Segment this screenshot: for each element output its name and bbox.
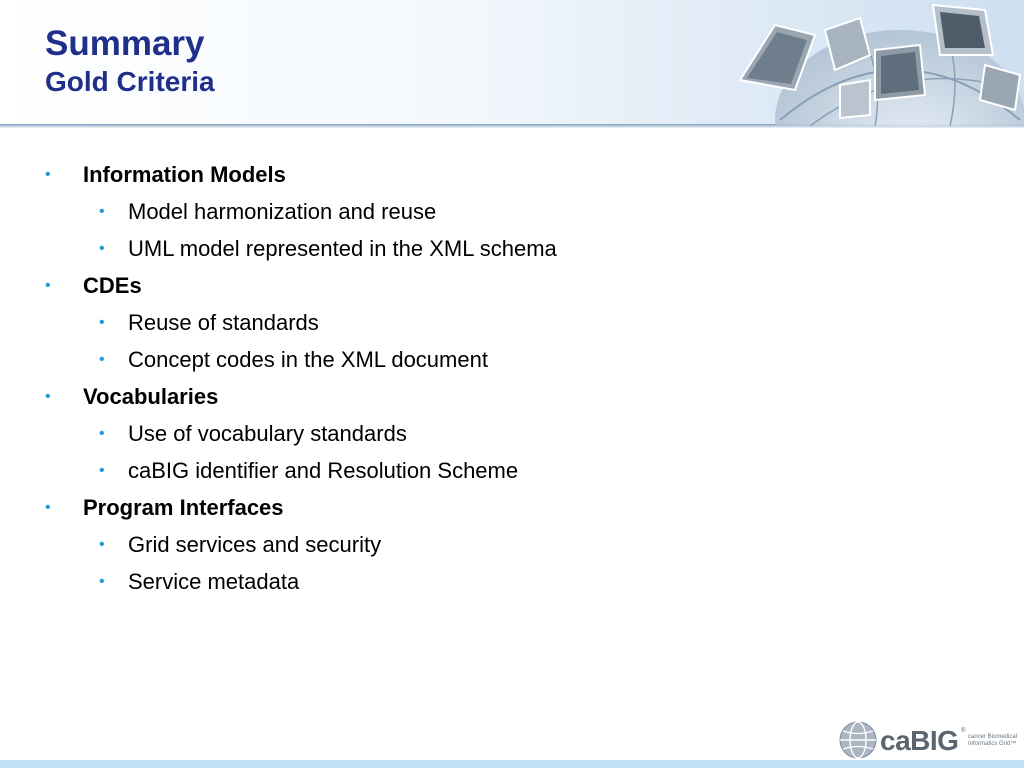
- sub-bullet-list: [83, 526, 945, 600]
- bullet-item: [45, 378, 945, 489]
- logo-trademark: ®: [961, 728, 966, 734]
- bullet-dot-icon: •: [99, 203, 105, 220]
- bullet-dot-icon: •: [99, 573, 105, 590]
- bullet-item: [45, 489, 945, 600]
- sub-bullet-list: [83, 304, 945, 378]
- bullet-dot-icon: •: [99, 425, 105, 442]
- bullet-dot-icon: •: [99, 536, 105, 553]
- logo-tagline-line-1: cancer Biomedical: [968, 734, 1018, 740]
- bullet-heading: Vocabularies: [83, 384, 219, 409]
- sub-bullet-text: Model harmonization and reuse: [128, 199, 437, 224]
- bullet-heading: CDEs: [83, 273, 142, 298]
- cabig-logo: [838, 718, 1018, 762]
- bullet-list: [45, 156, 945, 600]
- slide-body: [45, 156, 945, 600]
- bullet-dot-icon: •: [99, 462, 105, 479]
- sub-bullet-item: [83, 415, 945, 452]
- sub-bullet-item: [83, 341, 945, 378]
- sub-bullet-item: [83, 526, 945, 563]
- sub-bullet-item: [83, 452, 945, 489]
- bullet-heading: Program Interfaces: [83, 495, 284, 520]
- globe-icon: [838, 720, 878, 760]
- bullet-dot-icon: •: [45, 277, 51, 294]
- sub-bullet-item: [83, 304, 945, 341]
- bullet-dot-icon: •: [99, 351, 105, 368]
- sub-bullet-item: [83, 230, 945, 267]
- bullet-dot-icon: •: [45, 388, 51, 405]
- sub-bullet-list: [83, 193, 945, 267]
- sub-bullet-text: Reuse of standards: [128, 310, 319, 335]
- bullet-heading: Information Models: [83, 162, 286, 187]
- bullet-item: [45, 156, 945, 267]
- bullet-item: [45, 267, 945, 378]
- sub-bullet-text: UML model represented in the XML schema: [128, 236, 557, 261]
- bullet-dot-icon: •: [45, 499, 51, 516]
- globe-collage-icon: [735, 0, 1024, 126]
- sub-bullet-item: [83, 193, 945, 230]
- bullet-dot-icon: •: [45, 166, 51, 183]
- sub-bullet-text: Concept codes in the XML document: [128, 347, 488, 372]
- slide-title: [45, 24, 215, 100]
- sub-bullet-list: [83, 415, 945, 489]
- logo-wordmark: caBIG: [880, 725, 959, 756]
- sub-bullet-text: Use of vocabulary standards: [128, 421, 407, 446]
- bullet-dot-icon: •: [99, 240, 105, 257]
- sub-bullet-text: caBIG identifier and Resolution Scheme: [128, 458, 519, 483]
- bullet-dot-icon: •: [99, 314, 105, 331]
- footer-bar: [0, 760, 1024, 768]
- logo-tagline-line-2: Informatics Grid™: [968, 741, 1017, 747]
- sub-bullet-text: Service metadata: [128, 569, 300, 594]
- sub-bullet-item: [83, 563, 945, 600]
- title-line-1: Summary: [45, 24, 205, 63]
- logo-tagline: [968, 734, 1018, 748]
- sub-bullet-text: Grid services and security: [128, 532, 382, 557]
- title-line-2: Gold Criteria: [45, 66, 215, 97]
